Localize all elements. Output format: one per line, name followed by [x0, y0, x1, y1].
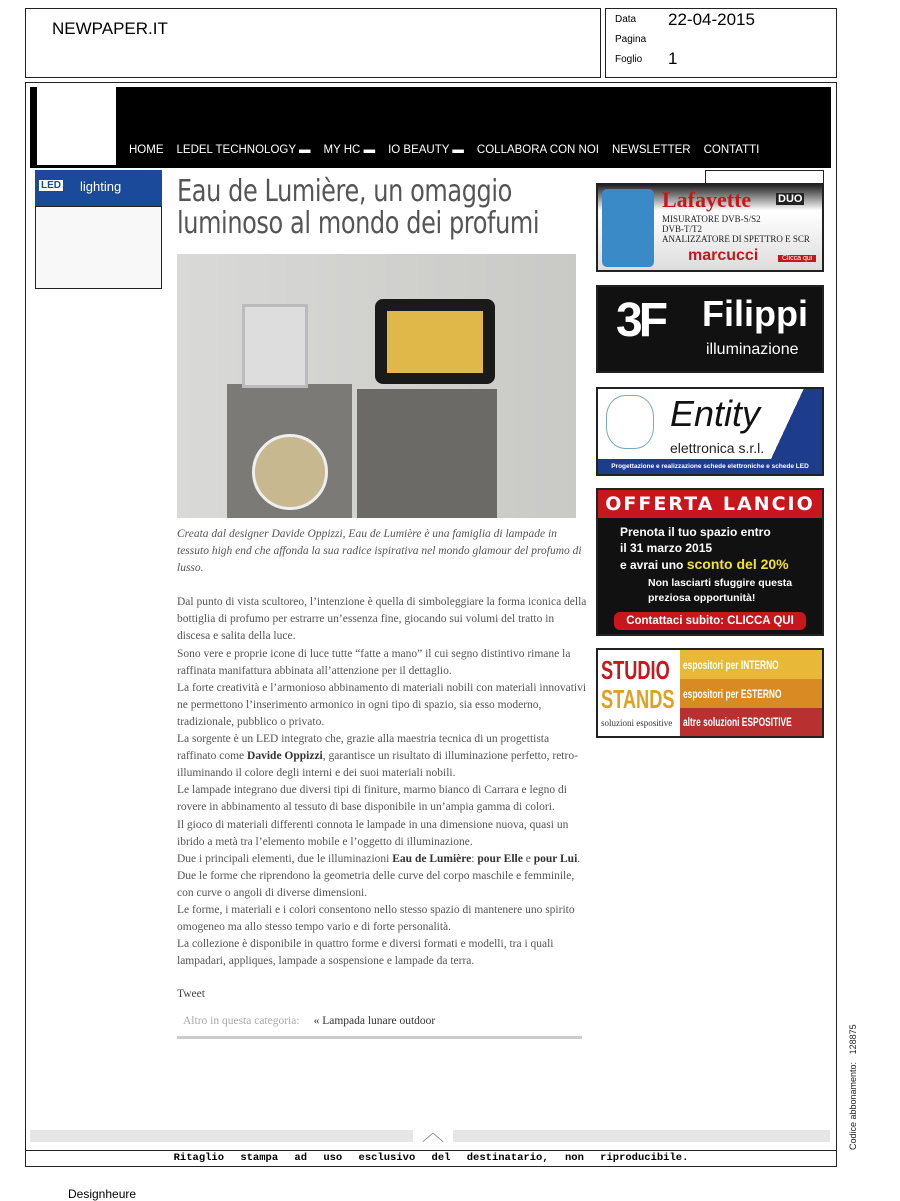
codice-abbonamento: Codice abbonamento: 128875	[848, 1024, 858, 1150]
contattaci-button[interactable]: Contattaci subito: CLICCA QUI	[614, 612, 806, 630]
clicca-qui-button[interactable]: Clicca qui	[778, 255, 816, 262]
nav-iobeauty[interactable]: IO BEAUTY ▬	[388, 144, 464, 156]
lafayette-model: DUO	[778, 193, 803, 205]
stands-row-interno[interactable]: espositori per INTERNO	[680, 650, 822, 679]
nav-contatti[interactable]: CONTATTI	[703, 144, 760, 156]
paragraph: Il gioco di materiali differenti connota le lampade in una dimensione nuova, quasi un ibrido a metà tra l’elemento mobile e l’oggetto di illuminazione.	[177, 818, 569, 848]
paragraph: Le forme, i materiali e i colori consentono nello stesso spazio di mantenere uno spirito omogeneo ma allo stesso tempo vario e di forte personalità.	[177, 903, 575, 934]
nav-home[interactable]: HOME	[129, 144, 164, 156]
article-body	[177, 594, 587, 970]
marcucci-logo: marcucci	[688, 247, 759, 264]
prev-article-link[interactable]: « Lampada lunare outdoor	[313, 1015, 436, 1028]
lafayette-brand: Lafayette	[662, 187, 752, 212]
article-image	[177, 254, 576, 518]
category-row	[177, 1013, 587, 1030]
date-box	[605, 8, 837, 78]
tweet-button[interactable]: Tweet	[177, 988, 205, 1001]
lafayette-text: MISURATORE DVB-S/S2 DVB-T/T2 ANALIZZATORE DI SPETTRO E SCR	[662, 214, 810, 244]
ad-lafayette[interactable]	[596, 183, 824, 272]
ad-filippi[interactable]	[596, 285, 824, 373]
divider	[177, 1036, 582, 1039]
publisher-name: Designheure	[68, 1187, 137, 1201]
ad-studio-stands[interactable]	[596, 648, 824, 738]
stands-name-2: STANDS	[601, 684, 675, 714]
lamp-silver	[242, 304, 308, 388]
ad-entity[interactable]	[596, 387, 824, 476]
concrete-block-right	[357, 389, 497, 518]
main-nav	[129, 144, 772, 156]
entity-sub: elettronica s.r.l.	[670, 440, 765, 456]
paragraph: La sorgente è un LED integrato che, grazie alla maestria tecnica di un progettista raffinato come Davide Oppizzi, garantisce un risultato di illuminazione perfetto, retro-illuminando il colore degli interni e dei suoi materiali nobili.	[177, 733, 578, 780]
site-logo[interactable]	[37, 87, 116, 165]
paragraph: Le lampade integrano due diversi tipi di finiture, marmo bianco di Carrara e legno di rovere in abbinamento al tessuto di base disponibile in un’ampia gamma di colori.	[177, 784, 567, 814]
paragraph: Due i principali elementi, due le illuminazioni Eau de Lumière: pour Elle e pour Lui.	[177, 852, 581, 865]
paragraph: La forte creatività e l’armonioso abbinamento di materiali nobili con materiali innovativi ne permettono l’inserimento armonico in ogni tipo di spazio, sia esso moderno, tradizionale, pubblico o privato.	[177, 681, 587, 728]
category-label: Altro in questa categoria:	[183, 1015, 300, 1028]
scroll-top-chevron-icon[interactable]: ︿	[413, 1116, 453, 1146]
nav-myhc[interactable]: MY HC ▬	[323, 144, 376, 156]
stands-sub: soluzioni espositive	[601, 718, 673, 728]
foglio-label: Foglio	[615, 54, 643, 65]
entity-logo-icon	[606, 395, 654, 449]
led-lighting-menu[interactable]	[35, 170, 162, 206]
stands-name-1: STUDIO	[601, 655, 670, 685]
3f-logo: 3F	[616, 294, 665, 347]
entity-name: Entity	[670, 393, 761, 434]
device-image	[602, 189, 654, 267]
stands-row-esterno[interactable]: espositori per ESTERNO	[680, 679, 822, 708]
offerta-text: Prenota il tuo spazio entro il 31 marzo 2015 e avrai uno sconto del 20%	[620, 525, 789, 572]
filippi-sub: illuminazione	[706, 341, 799, 358]
offerta-title: OFFERTA LANCIO	[598, 490, 822, 518]
article-title: Eau de Lumière, un omaggio luminoso al mondo dei profumi	[177, 174, 540, 241]
image-caption: Creata dal designer Davide Oppizzi, Eau de Lumière è una famiglia di lampade in tessuto high end che affonda la sua radice ispirativa nel mondo glamour del profumo di lusso.	[177, 528, 582, 575]
stands-row-altre[interactable]: altre soluzioni ESPOSITIVE	[680, 708, 822, 736]
source-name: NEWPAPER.IT	[52, 19, 168, 38]
offerta-subtext: Non lasciarti sfuggire questa preziosa opportunità!	[648, 577, 793, 604]
ad-offerta-lancio[interactable]	[596, 488, 824, 636]
paragraph: Dal punto di vista scultoreo, l’intenzione è quella di simboleggiare la forma iconica della bottiglia di profumo per estrarre un’essenza fine, giocando sui volumi del tratto in discesa e salita della luce.	[177, 596, 587, 643]
lamp-black	[375, 299, 495, 384]
nav-newsletter[interactable]: NEWSLETTER	[611, 144, 691, 156]
source-box	[25, 8, 601, 78]
copyright-notice: Ritaglio stampa ad uso esclusivo del destinatario, non riproducibile.	[25, 1150, 837, 1167]
data-label: Data	[615, 14, 637, 25]
entity-footer: Progettazione e realizzazione schede elettroniche e schede LED	[598, 459, 822, 474]
data-value: 22-04-2015	[668, 10, 755, 29]
foglio-value: 1	[668, 49, 678, 68]
sidebar-widget	[35, 206, 162, 289]
paragraph: La collezione è disponibile in quattro forme e diversi formati e modelli, tra i quali lampadari, appliques, lampade a sospensione e lampade da terra.	[177, 938, 554, 968]
nav-collabora[interactable]: COLLABORA CON NOI	[476, 144, 599, 156]
paragraph: Sono vere e proprie icone di luce tutte “fatte a mano” il cui segno distintivo rimane la raffinata manifattura abbinata all’attenzione per il dettaglio.	[177, 647, 571, 677]
lighting-label: lighting	[80, 179, 122, 194]
paragraph: Due le forme che riprendono la geometria delle curve del corpo maschile e femminile, con curve o angoli di diverse dimensioni.	[177, 869, 575, 899]
filippi-name: Filippi	[702, 293, 808, 334]
lamp-round	[252, 434, 328, 510]
led-logo: LED	[41, 180, 61, 191]
nav-ledel[interactable]: LEDEL TECHNOLOGY ▬	[176, 144, 311, 156]
article-column	[177, 526, 587, 1039]
pagina-label: Pagina	[615, 34, 647, 45]
